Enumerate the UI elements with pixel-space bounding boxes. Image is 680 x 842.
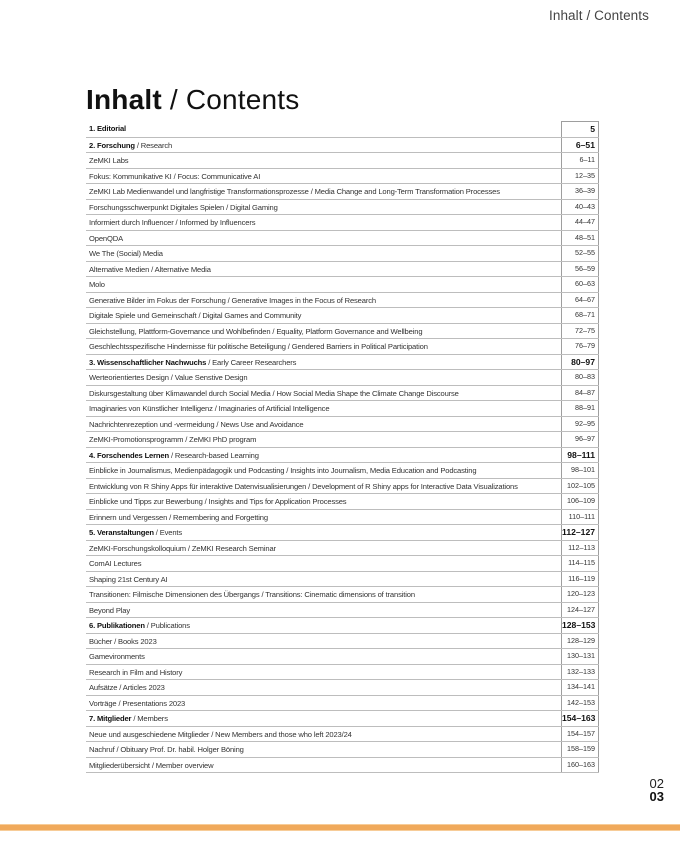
toc-entry-title: Research in Film and History — [89, 667, 183, 677]
toc-entry-title: ZeMKI Labs — [89, 156, 129, 165]
toc-item-row[interactable] — [86, 153, 599, 169]
toc-item-row[interactable] — [86, 742, 599, 758]
toc-entry-title: Forschungsschwerpunkt Digitales Spielen / Digital Gaming — [89, 202, 278, 212]
toc-entry-title: ZeMKI-Forschungskolloquium / ZeMKI Research Seminar — [89, 543, 276, 553]
toc-item-row[interactable] — [86, 541, 599, 557]
footer-accent-bar — [0, 824, 680, 831]
toc-entry-title — [86, 138, 561, 153]
toc-item-row[interactable] — [86, 184, 599, 200]
toc-section-row[interactable] — [86, 355, 599, 371]
toc-page-range: 128–129 — [561, 634, 599, 649]
toc-section-translation: / Research — [134, 140, 173, 150]
toc-section-translation: / Research-based Learning — [169, 450, 259, 460]
toc-item-row[interactable] — [86, 308, 599, 324]
table-of-contents — [86, 121, 599, 773]
toc-entry-title: ZeMKI Lab Medienwandel und langfristige Transformationsprozesse / Media Change and Long-Term Transformation Processes — [89, 187, 500, 196]
toc-entry-title — [86, 355, 561, 370]
toc-item-row[interactable] — [86, 649, 599, 665]
toc-page-range: 120–123 — [561, 587, 599, 602]
toc-item-row[interactable] — [86, 169, 599, 185]
toc-page-range: 132–133 — [561, 665, 599, 680]
toc-section-heading: 4. Forschendes Lernen — [89, 450, 169, 460]
toc-page-range: 116–119 — [561, 572, 599, 587]
toc-entry-title: Entwicklung von R Shiny Apps für interaktive Datenvisualisierungen / Development of R Shiny apps for Interactive Data Visualizations — [89, 481, 518, 491]
toc-item-row[interactable] — [86, 417, 599, 433]
page-number-left: 02 — [649, 776, 664, 791]
toc-section-row[interactable] — [86, 711, 599, 727]
toc-page-range: 6–51 — [561, 138, 599, 153]
toc-item-row[interactable] — [86, 262, 599, 278]
toc-section-row[interactable] — [86, 138, 599, 154]
toc-entry-title: OpenQDA — [89, 233, 123, 243]
toc-item-row[interactable] — [86, 370, 599, 386]
toc-page-range: 98–101 — [561, 463, 599, 478]
toc-item-row[interactable] — [86, 432, 599, 448]
toc-entry-title: Nachruf / Obituary Prof. Dr. habil. Holger Böning — [89, 745, 244, 754]
toc-section-translation: / Events — [153, 528, 183, 537]
toc-item-row[interactable] — [86, 215, 599, 231]
toc-page-range: 130–131 — [561, 649, 599, 664]
toc-section-row[interactable] — [86, 618, 599, 634]
toc-entry-title: Beyond Play — [89, 605, 130, 615]
toc-item-row[interactable] — [86, 680, 599, 696]
toc-section-translation: / Early Career Researchers — [206, 357, 297, 367]
toc-entry-title: Erinnern und Vergessen / Remembering and Forgetting — [89, 512, 268, 522]
toc-entry-title: Gamevironments — [89, 652, 145, 661]
toc-page-range: 64–67 — [561, 293, 599, 308]
toc-page-range: 160–163 — [561, 758, 599, 773]
toc-item-row[interactable] — [86, 339, 599, 355]
toc-page-range: 5 — [561, 121, 599, 137]
toc-item-row[interactable] — [86, 401, 599, 417]
toc-item-row[interactable] — [86, 494, 599, 510]
toc-page-range: 110–111 — [561, 510, 599, 525]
running-header: Inhalt / Contents — [548, 8, 649, 23]
toc-section-heading: 1. Editorial — [89, 124, 127, 133]
toc-item-row[interactable] — [86, 200, 599, 216]
toc-page-range: 158–159 — [561, 742, 599, 757]
toc-entry-title: Transitionen: Filmische Dimensionen des Übergangs / Transitions: Cinematic dimensions of transition — [89, 590, 415, 599]
toc-section-row[interactable] — [86, 448, 599, 464]
toc-entry-title: Vorträge / Presentations 2023 — [89, 698, 186, 708]
toc-entry-title: Informiert durch Influencer / Informed by Influencers — [89, 218, 256, 227]
toc-item-row[interactable] — [86, 665, 599, 681]
toc-entry-title — [86, 525, 561, 540]
toc-entry-title: Mitgliederübersicht / Member overview — [89, 760, 214, 770]
toc-item-row[interactable] — [86, 572, 599, 588]
page-number-right: 03 — [649, 789, 664, 804]
toc-entry-title: ComAI Lectures — [89, 559, 142, 568]
toc-entry-title: Alternative Medien / Alternative Media — [89, 264, 211, 274]
toc-page-range: 52–55 — [561, 246, 599, 261]
page-numbers — [650, 777, 664, 803]
toc-page-range: 48–51 — [561, 231, 599, 246]
toc-page-range: 106–109 — [561, 494, 599, 509]
toc-entry-title: Geschlechtsspezifische Hindernisse für politische Beteiligung / Gendered Barriers in Political Participation — [89, 342, 428, 351]
toc-entry-title — [86, 448, 561, 463]
toc-section-heading: 7. Mitglieder — [89, 714, 132, 723]
toc-page-range: 112–113 — [561, 541, 599, 556]
toc-section-row[interactable] — [86, 121, 599, 138]
toc-page-range: 154–163 — [561, 711, 599, 726]
toc-page-range: 80–97 — [561, 355, 599, 370]
toc-entry-title: Einblicke und Tipps zur Bewerbung / Insights and Tips for Application Processes — [89, 497, 347, 506]
toc-page-range: 60–63 — [561, 277, 599, 292]
toc-section-translation: / Publications — [144, 621, 190, 630]
page-title — [86, 84, 299, 116]
toc-section-heading: 3. Wissenschaftlicher Nachwuchs — [89, 357, 207, 367]
toc-item-row[interactable] — [86, 479, 599, 495]
toc-entry-title: Gleichstellung, Plattform-Governance und Wohlbefinden / Equality, Platform Governance and Wellbeing — [89, 326, 423, 336]
toc-page-range: 88–91 — [561, 401, 599, 416]
toc-entry-title — [86, 618, 561, 633]
toc-entry-title: Bücher / Books 2023 — [89, 636, 157, 646]
toc-page-range: 6–11 — [561, 153, 599, 168]
toc-entry-title: Einblicke in Journalismus, Medienpädagogik und Podcasting / Insights into Journalism, Media Education and Podcasting — [89, 466, 477, 475]
toc-item-row[interactable] — [86, 246, 599, 262]
toc-entry-title: Molo — [89, 280, 105, 289]
page-title-rest: / Contents — [161, 84, 300, 115]
toc-page-range: 56–59 — [561, 262, 599, 277]
page-title-bold: Inhalt — [86, 84, 162, 115]
toc-page-range: 12–35 — [561, 169, 599, 184]
toc-entry-title: We The (Social) Media — [89, 249, 163, 258]
toc-item-row[interactable] — [86, 587, 599, 603]
toc-page-range: 40–43 — [561, 200, 599, 215]
toc-entry-title: Diskursgestaltung über Klimawandel durch Social Media / How Social Media Shape the Climate Change Discourse — [89, 388, 459, 398]
toc-item-row[interactable] — [86, 324, 599, 340]
toc-entry-title: Digitale Spiele und Gemeinschaft / Digital Games and Community — [89, 311, 302, 320]
toc-page-range: 154–157 — [561, 727, 599, 742]
toc-entry-title — [86, 121, 561, 137]
toc-page-range: 96–97 — [561, 432, 599, 447]
toc-page-range: 76–79 — [561, 339, 599, 354]
toc-item-row[interactable] — [86, 556, 599, 572]
toc-entry-title: Aufsätze / Articles 2023 — [89, 683, 165, 692]
toc-item-row[interactable] — [86, 696, 599, 712]
toc-page-range: 84–87 — [561, 386, 599, 401]
toc-entry-title: Imaginaries von Künstlicher Intelligenz / Imaginaries of Artificial Intelligence — [89, 404, 330, 413]
toc-section-translation: / Members — [131, 714, 168, 723]
toc-entry-title: Generative Bilder im Fokus der Forschung / Generative Images in the Focus of Research — [89, 295, 376, 305]
toc-item-row[interactable] — [86, 727, 599, 743]
toc-section-heading: 2. Forschung — [89, 140, 135, 150]
toc-page-range: 134–141 — [561, 680, 599, 695]
toc-page-range: 98–111 — [561, 448, 599, 463]
toc-entry-title: Nachrichtenrezeption und -vermeidung / News Use and Avoidance — [89, 419, 304, 429]
toc-page-range: 92–95 — [561, 417, 599, 432]
toc-page-range: 36–39 — [561, 184, 599, 199]
toc-item-row[interactable] — [86, 510, 599, 526]
toc-page-range: 72–75 — [561, 324, 599, 339]
toc-section-heading: 5. Veranstaltungen — [89, 528, 154, 537]
toc-page-range: 114–115 — [561, 556, 599, 571]
toc-item-row[interactable] — [86, 758, 599, 774]
toc-page-range: 68–71 — [561, 308, 599, 323]
toc-entry-title: Fokus: Kommunikative KI / Focus: Communicative AI — [89, 171, 261, 181]
toc-item-row[interactable] — [86, 386, 599, 402]
toc-entry-title: ZeMKI-Promotionsprogramm / ZeMKI PhD program — [89, 435, 257, 444]
toc-item-row[interactable] — [86, 293, 599, 309]
toc-page-range: 80–83 — [561, 370, 599, 385]
toc-item-row[interactable] — [86, 277, 599, 293]
toc-item-row[interactable] — [86, 231, 599, 247]
toc-item-row[interactable] — [86, 463, 599, 479]
toc-section-heading: 6. Publikationen — [89, 621, 145, 630]
toc-page-range: 142–153 — [561, 696, 599, 711]
toc-page-range: 44–47 — [561, 215, 599, 230]
toc-item-row[interactable] — [86, 603, 599, 619]
toc-page-range: 124–127 — [561, 603, 599, 618]
toc-page-range: 128–153 — [561, 618, 599, 633]
toc-section-row[interactable] — [86, 525, 599, 541]
toc-entry-title: Shaping 21st Century AI — [89, 574, 168, 584]
toc-entry-title: Werteorientiertes Design / Value Senstive Design — [89, 373, 248, 382]
toc-entry-title — [86, 711, 561, 726]
toc-item-row[interactable] — [86, 634, 599, 650]
toc-page-range: 112–127 — [561, 525, 599, 540]
toc-page-range: 102–105 — [561, 479, 599, 494]
toc-entry-title: Neue und ausgeschiedene Mitglieder / New Members and those who left 2023/24 — [89, 729, 352, 739]
